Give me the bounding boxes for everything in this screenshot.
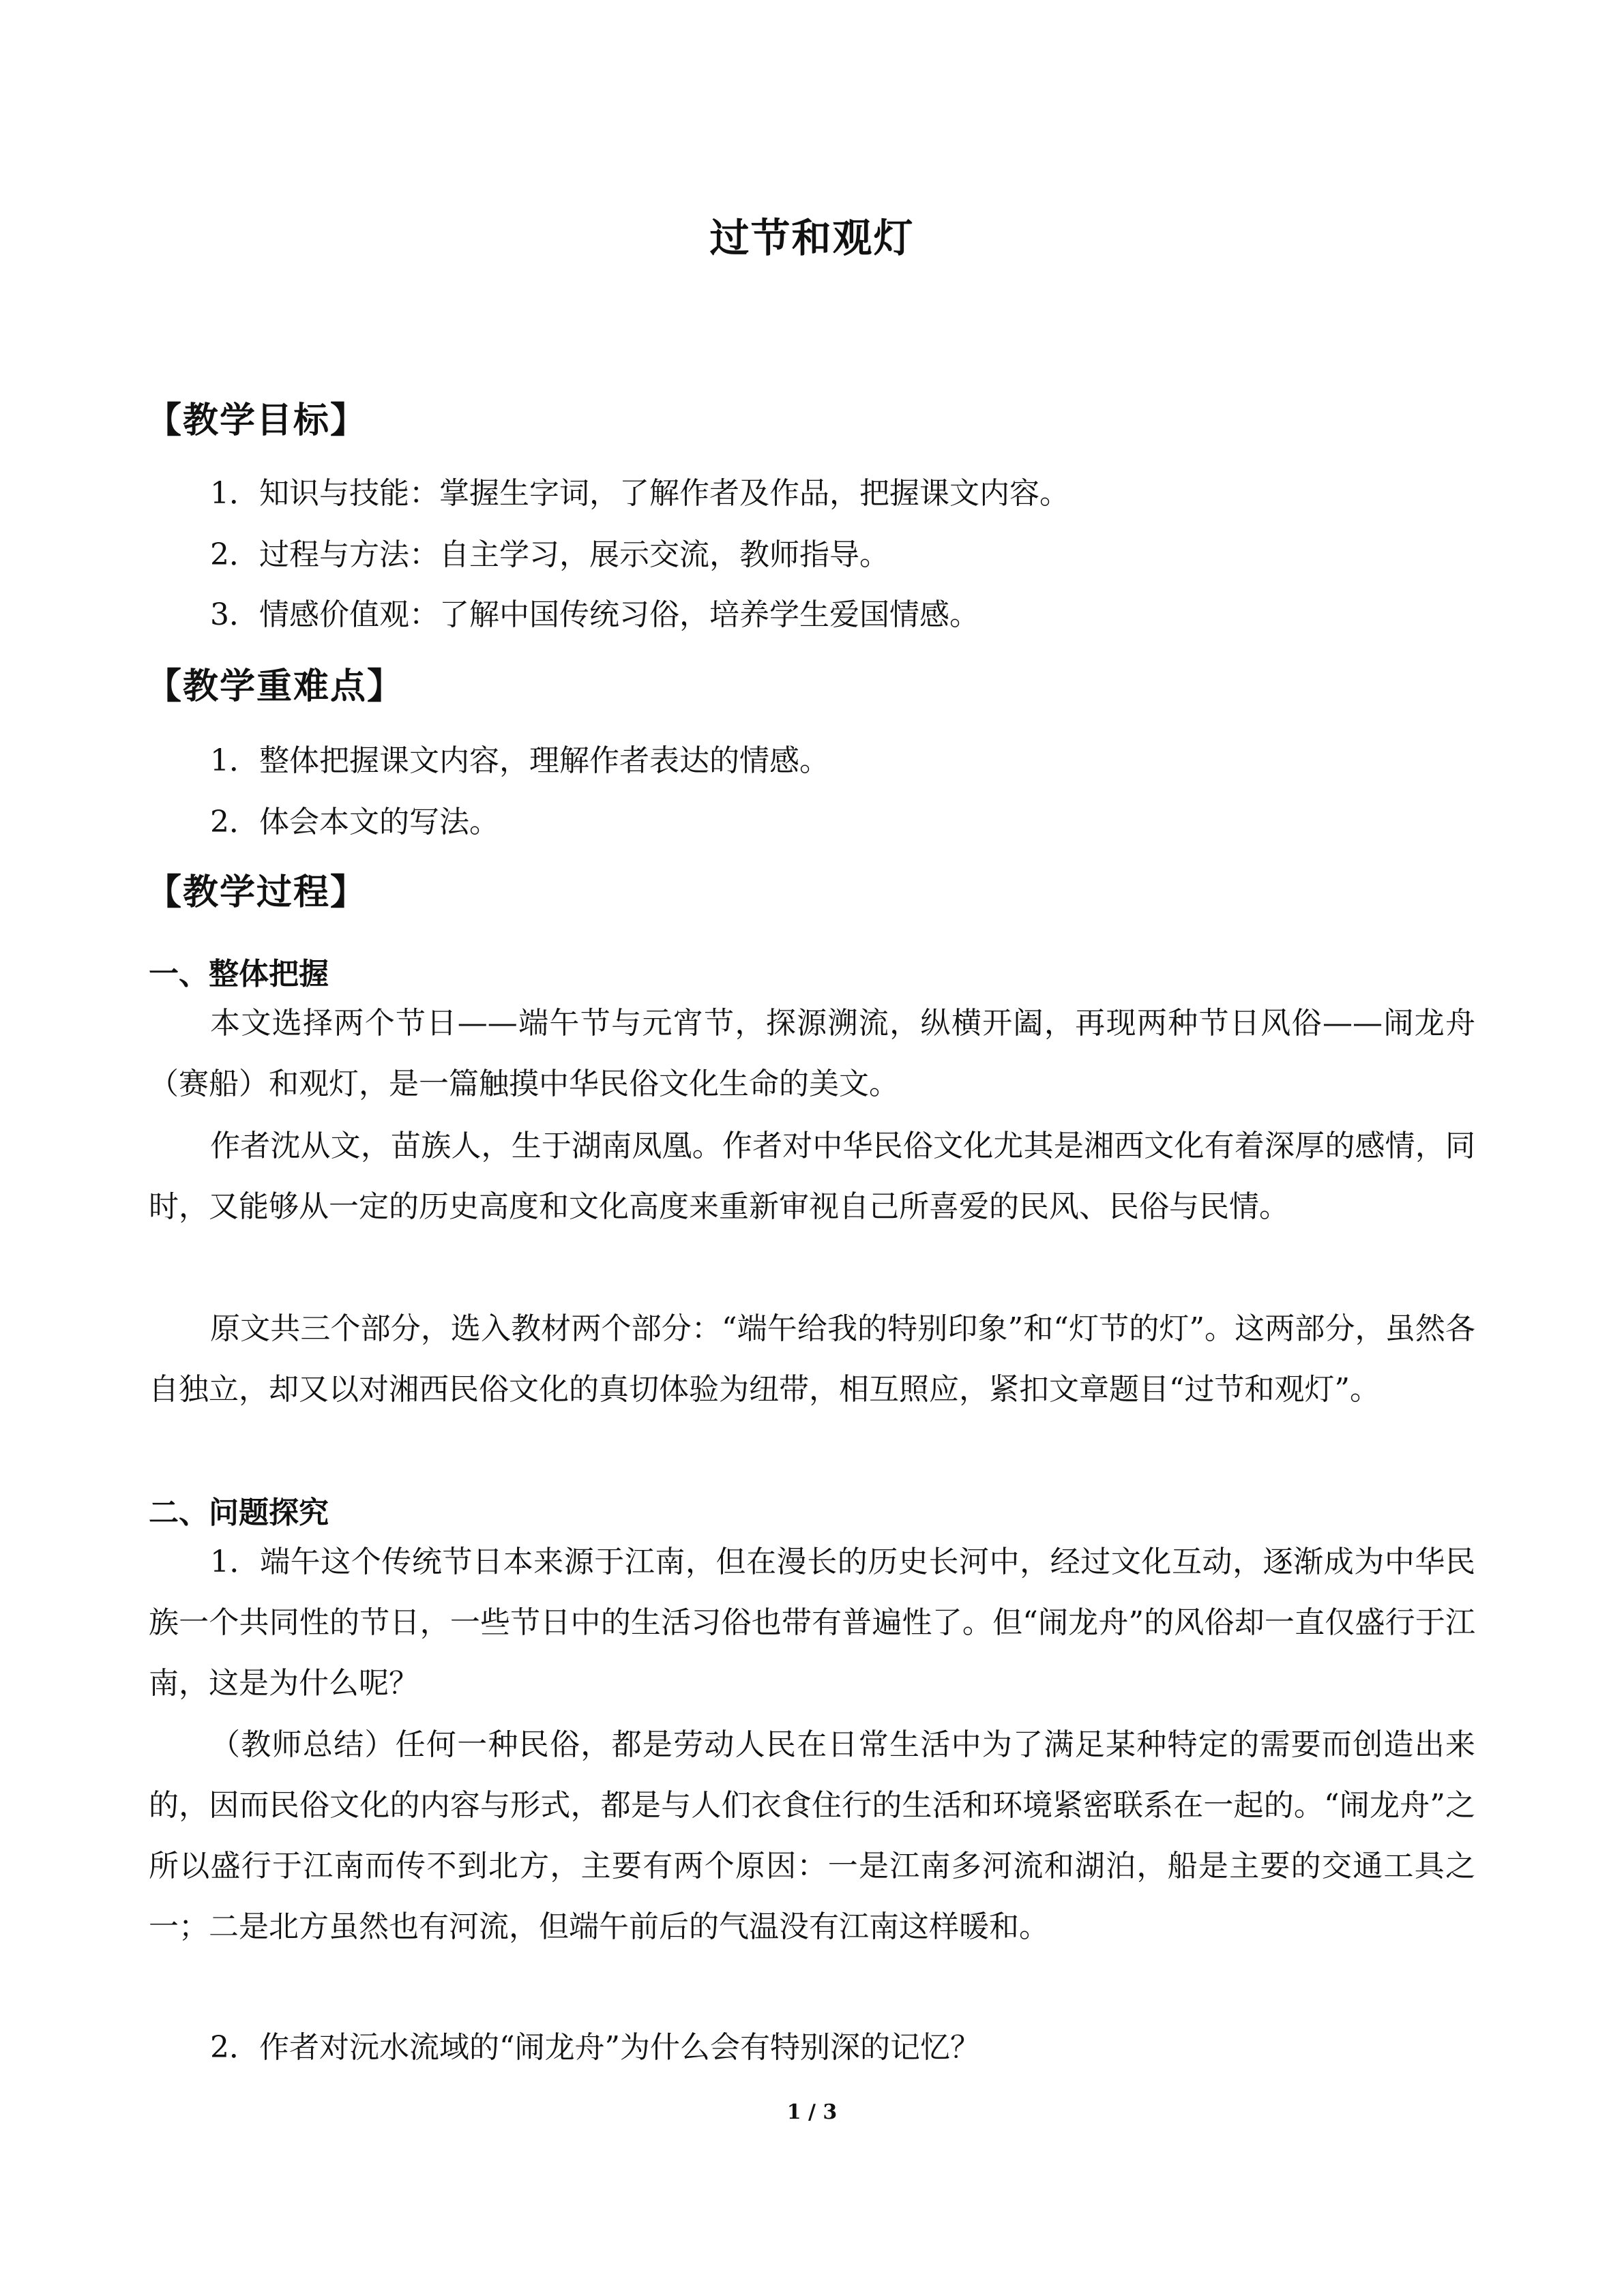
key-point-item: 1．整体把握课文内容，理解作者表达的情感。 [210,743,829,778]
sub-heading-inquiry: 二、问题探究 [149,1495,329,1530]
sub-heading-overview: 一、整体把握 [149,957,329,992]
objective-item: 2．过程与方法：自主学习，展示交流，教师指导。 [210,537,889,572]
page-number: 1 / 3 [786,2100,838,2124]
section-heading-process: 【教学过程】 [146,871,368,913]
section-heading-key-points: 【教学重难点】 [146,666,404,707]
section-heading-objectives: 【教学目标】 [146,400,368,441]
objective-item: 3．情感价值观：了解中国传统习俗，培养学生爱国情感。 [210,597,979,632]
paragraph: 原文共三个部分，选入教材两个部分：“端午给我的特别印象”和“灯节的灯”。这两部分，虽然各自独立，却又以对湘西民俗文化的真切体验为纽带，相互照应，紧扣文章题目“过节和观灯”。 [149,1311,1475,1407]
paragraph: 2．作者对沅水流域的“闹龙舟”为什么会有特别深的记忆？ [210,2030,980,2065]
paragraph: 1．端午这个传统节日本来源于江南，但在漫长的历史长河中，经过文化互动，逐渐成为中华民族一个共同性的节日，一些节日中的生活习俗也带有普遍性了。但“闹龙舟”的风俗却一直仅盛行于江南，这是为什么呢？ [149,1545,1475,1701]
objective-item: 1．知识与技能：掌握生字词，了解作者及作品，把握课文内容。 [210,476,1069,511]
paragraph: 本文选择两个节日——端午节与元宵节，探源溯流，纵横开阖，再现两种节日风俗——闹龙舟（赛船）和观灯，是一篇触摸中华民俗文化生命的美文。 [149,1006,1475,1101]
key-point-item: 2．体会本文的写法。 [210,805,499,839]
page-title: 过节和观灯 [709,215,915,261]
paragraph: （教师总结）任何一种民俗，都是劳动人民在日常生活中为了满足某种特定的需要而创造出来的，因而民俗文化的内容与形式，都是与人们衣食住行的生活和环境紧密联系在一起的。“闹龙舟”之所以盛行于江南而传不到北方，主要有两个原因：一是江南多河流和湖泊，船是主要的交通工具之一；二是北方虽然也有河流，但端午前后的气温没有江南这样暖和。 [149,1727,1475,1944]
paragraph: 作者沈从文，苗族人，生于湖南凤凰。作者对中华民俗文化尤其是湘西文化有着深厚的感情，同时，又能够从一定的历史高度和文化高度来重新审视自己所喜爱的民风、民俗与民情。 [149,1129,1475,1224]
